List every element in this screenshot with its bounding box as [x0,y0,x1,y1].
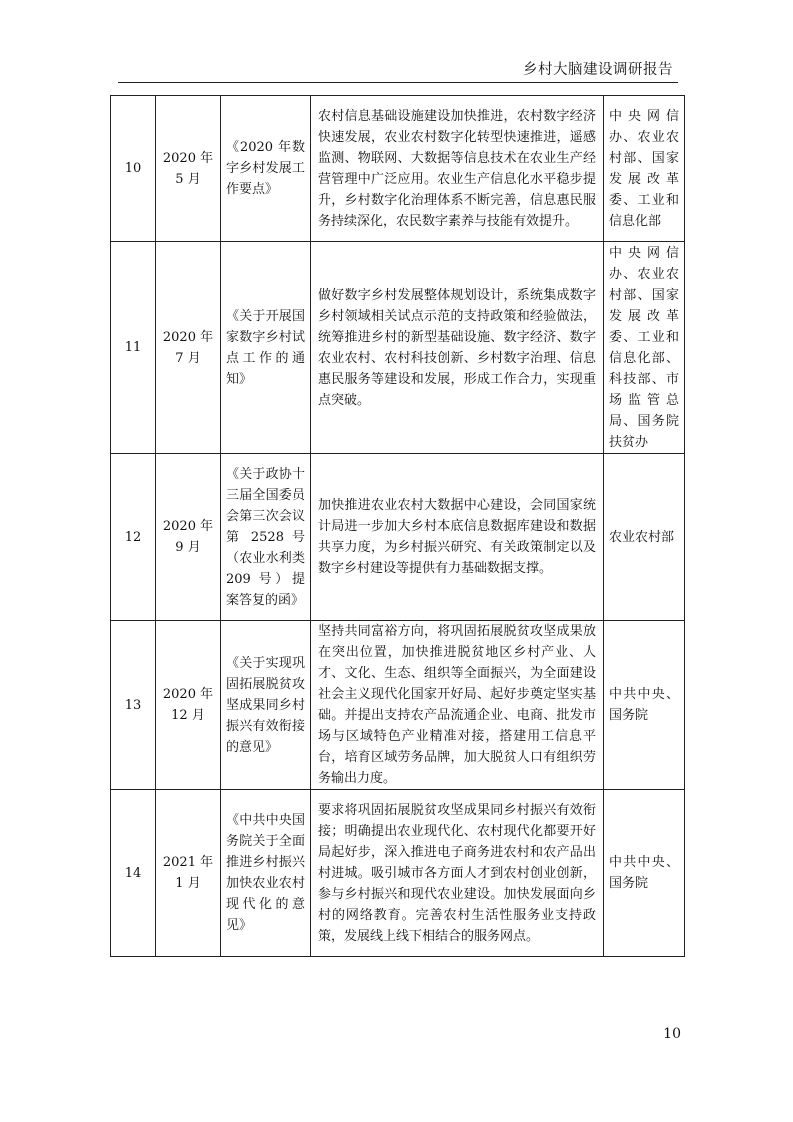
row-date: 2021 年 1 月 [156,790,221,957]
policy-title: 《关于实现巩固拓展脱贫攻坚成果同乡村振兴有效衔接的意见》 [221,621,311,790]
table-row [111,790,685,957]
policy-content: 坚持共同富裕方向，将巩固拓展脱贫攻坚成果放在突出位置，加快推进脱贫地区乡村产业、人才、文化、生态、组织等全面振兴，为全面建设社会主义现代化国家开好局、起好步奠定坚实基础。并提出支持农产品流通企业、电商、批发市场与区域特色产业精准对接，搭建用工信息平台，培育区域劳务品牌，加大脱贫人口有组织劳务输出力度。 [311,621,604,790]
issuing-department: 中央网信办、农业农村部、国家发展改革委、工业和信息化部、科技部、市场监管总局、国务院扶贫办 [604,242,685,454]
issuing-department: 农业农村部 [604,454,685,621]
row-date: 2020 年 9 月 [156,454,221,621]
policy-content: 做好数字乡村发展整体规划设计，系统集成数字乡村领域相关试点示范的支持政策和经验做法，统筹推进乡村的新型基础设施、数字经济、数字农业农村、农村科技创新、乡村数字治理、信息惠民服务等建设和发展，形成工作合力，实现重点突破。 [311,242,604,454]
policy-content: 农村信息基础设施建设加快推进，农村数字经济快速发展，农业农村数字化转型快速推进，遥感监测、物联网、大数据等信息技术在农业生产经营管理中广泛应用。农业生产信息化水平稳步提升，乡村数字化治理体系不断完善，信息惠民服务持续深化，农民数字素养与技能有效提升。 [311,96,604,242]
policy-title: 《关于开展国家数字乡村试点工作的通知》 [221,242,311,454]
page-number: 10 [663,1026,681,1042]
row-date: 2020 年 7 月 [156,242,221,454]
row-number: 11 [111,242,156,454]
row-number: 10 [111,96,156,242]
policy-table [110,95,685,957]
table-row [111,454,685,621]
policy-content: 加快推进农业农村大数据中心建设，会同国家统计局进一步加大乡村本底信息数据库建设和数据共享力度，为乡村振兴研究、有关政策制定以及数字乡村建设等提供有力基础数据支撑。 [311,454,604,621]
policy-title: 《关于政协十三届全国委员会第三次会议第 2528 号（农业水利类 209 号）提案答复的函》 [221,454,311,621]
row-date: 2020 年 5 月 [156,96,221,242]
table-row [111,621,685,790]
row-number: 14 [111,790,156,957]
table-row [111,242,685,454]
row-number: 12 [111,454,156,621]
row-date: 2020 年 12 月 [156,621,221,790]
header-divider [118,82,678,83]
policy-title: 《2020 年数字乡村发展工作要点》 [221,96,311,242]
table-row [111,96,685,242]
issuing-department: 中共中央、国务院 [604,790,685,957]
page-header-title: 乡村大脑建设调研报告 [523,62,673,78]
issuing-department: 中共中央、国务院 [604,621,685,790]
policy-title: 《中共中央国务院关于全面推进乡村振兴加快农业农村现代化的意见》 [221,790,311,957]
policy-content: 要求将巩固拓展脱贫攻坚成果同乡村振兴有效衔接；明确提出农业现代化、农村现代化都要开好局起好步，深入推进电子商务进农村和农产品出村进城。吸引城市各方面人才到农村创业创新，参与乡村振兴和现代农业建设。加快发展面向乡村的网络教育。完善农村生活性服务业支持政策，发展线上线下相结合的服务网点。 [311,790,604,957]
row-number: 13 [111,621,156,790]
issuing-department: 中央网信办、农业农村部、国家发展改革委、工业和信息化部 [604,96,685,242]
